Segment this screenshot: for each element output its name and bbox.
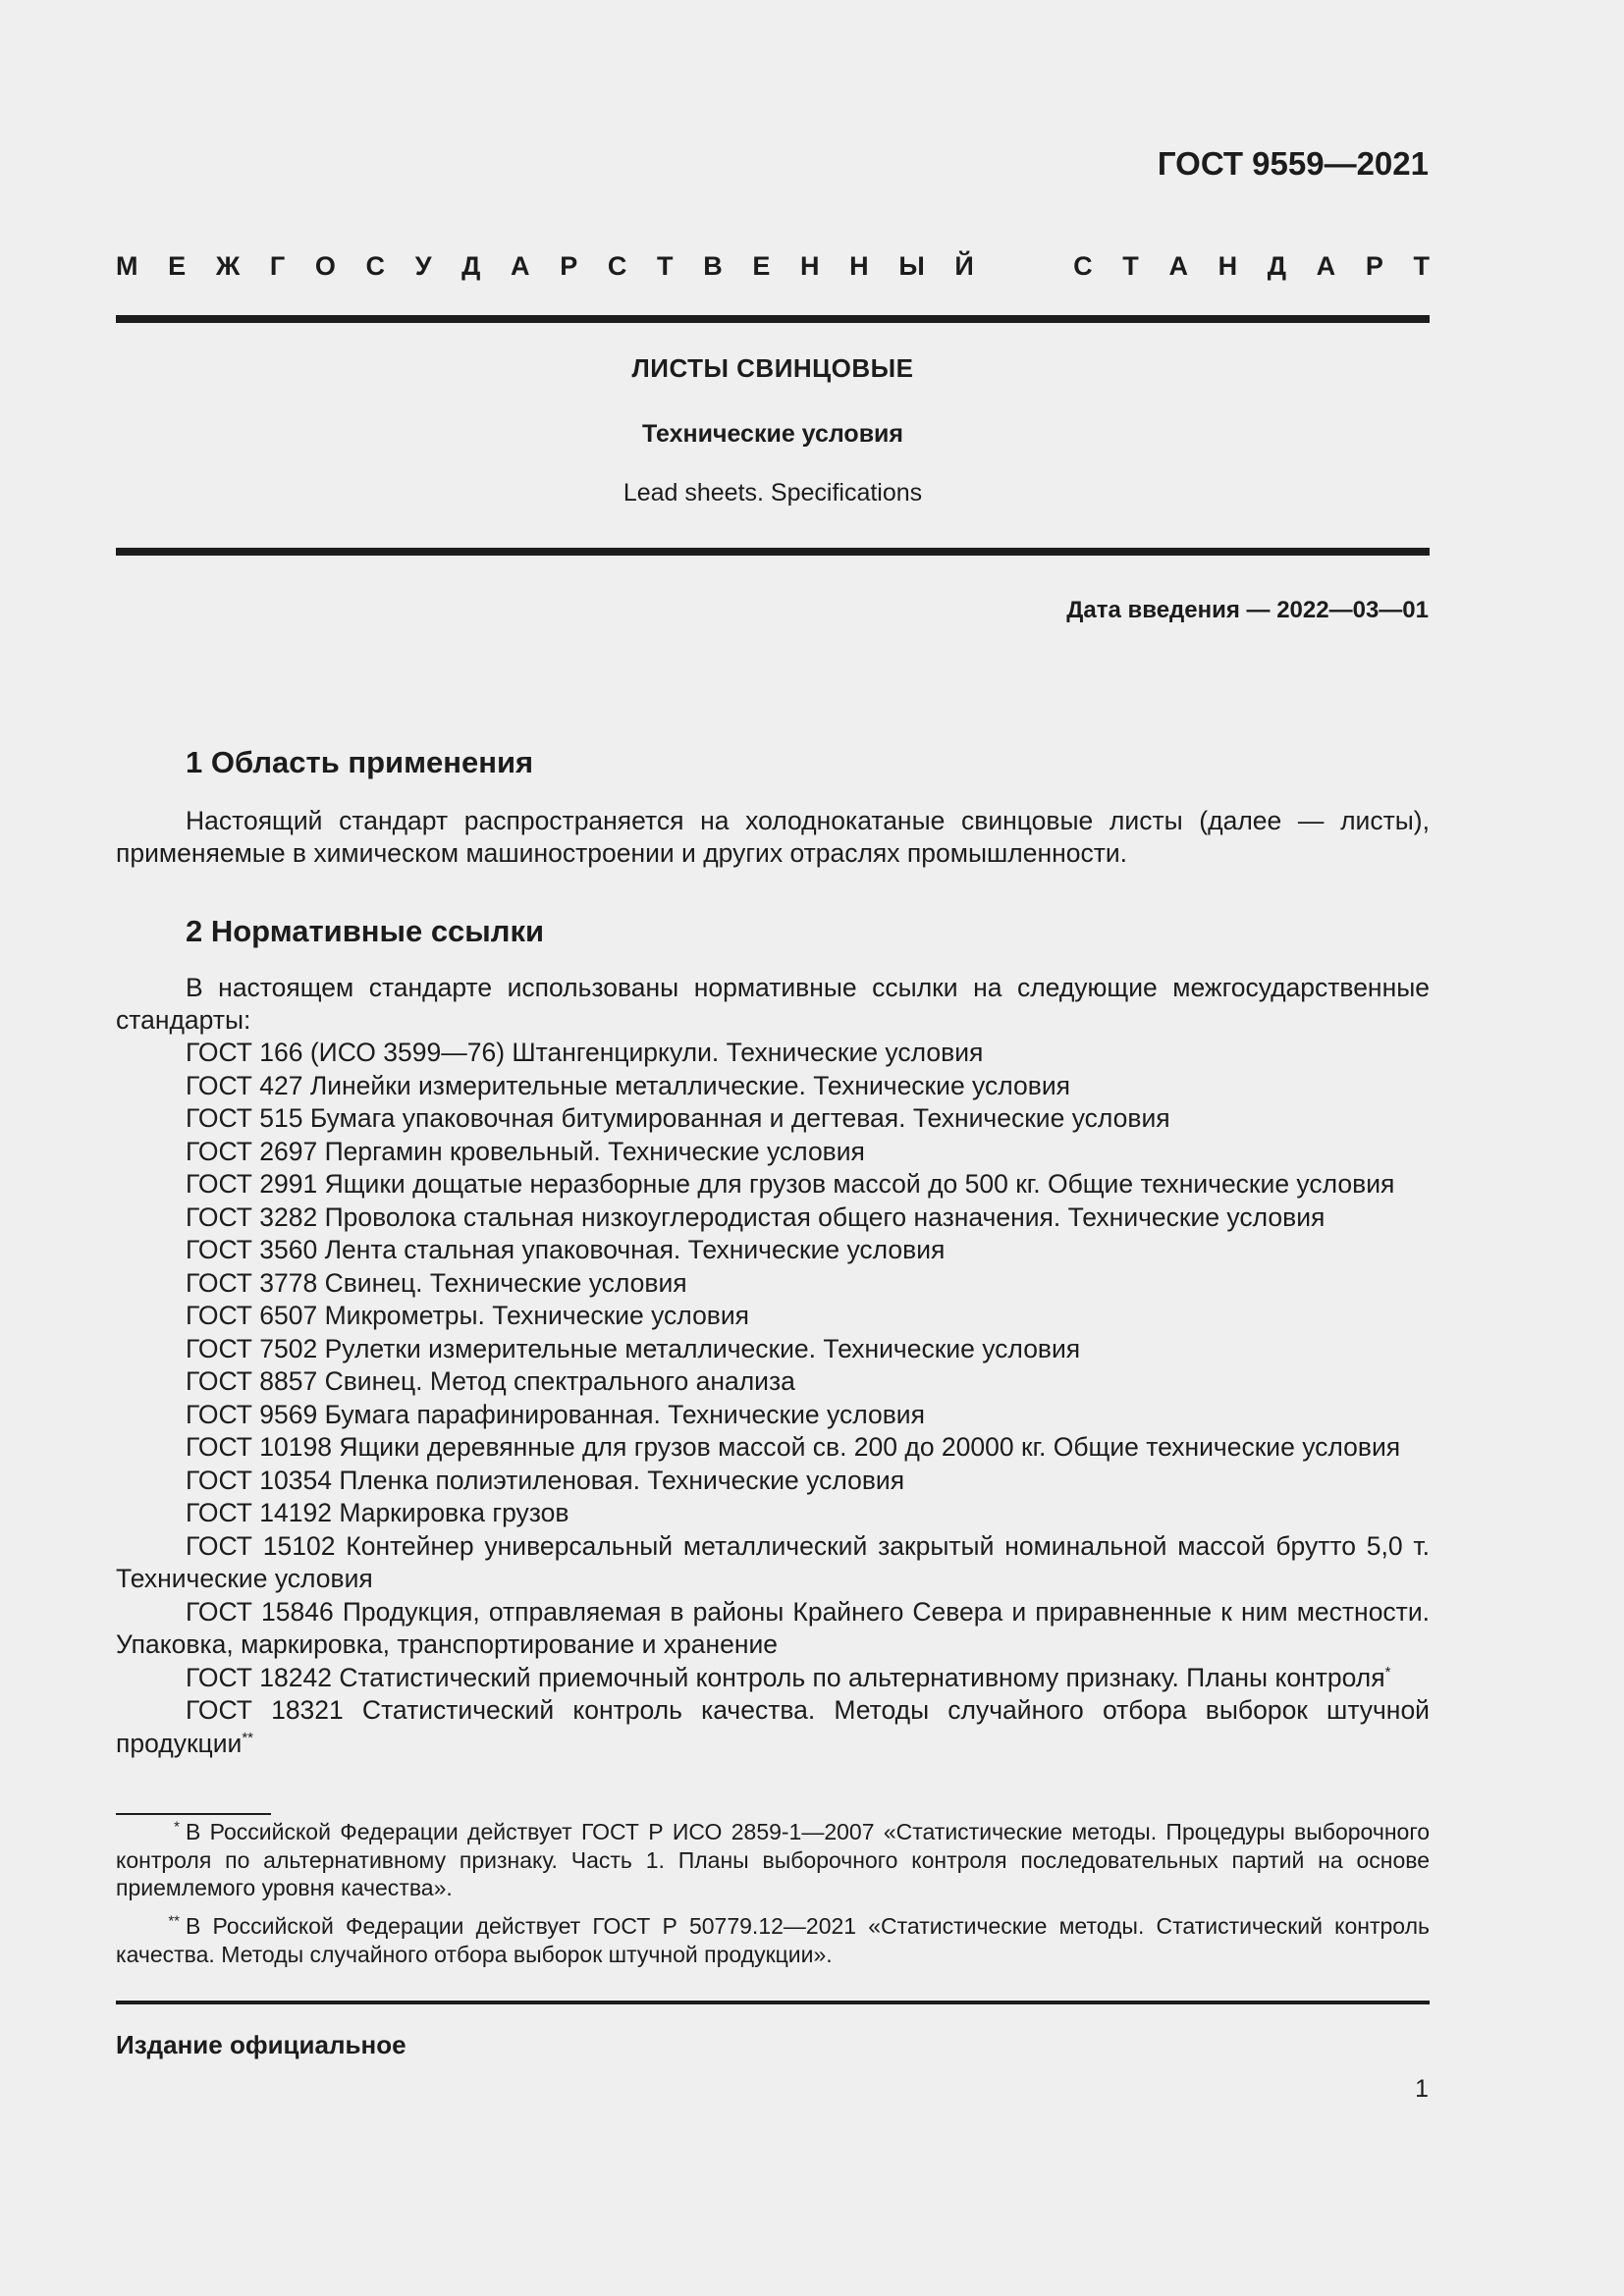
banner-letter: А — [1168, 251, 1188, 281]
reference-text: ГОСТ 3282 Проволока стальная низкоуглеродистая общего назначения. Технические условия — [186, 1201, 1326, 1232]
banner-letter: Р — [560, 251, 578, 281]
reference-text: ГОСТ 6507 Микрометры. Технические условия — [186, 1301, 750, 1330]
banner-letter: Н — [849, 251, 869, 281]
banner-letter: Й — [954, 251, 974, 281]
reference-item — [116, 1431, 1430, 1465]
reference-item — [116, 1530, 1430, 1596]
scope-text: Настоящий стандарт распространяется на холоднокатаные свинцовые листы (далее — листы), применяемые в химическом машиностроении и других отраслях промышленности. — [116, 806, 1430, 868]
footnote-separator — [116, 1813, 271, 1815]
reference-text: ГОСТ 427 Линейки измерительные металлические. Технические условия — [186, 1070, 1070, 1100]
banner-letter: Д — [1267, 251, 1287, 281]
banner-letter: А — [511, 251, 530, 281]
banner-letter: В — [703, 251, 723, 281]
reference-text: ГОСТ 2697 Пергамин кровельный. Технические условия — [186, 1136, 865, 1166]
banner-letter: Т — [657, 251, 674, 281]
banner-letter: С — [365, 251, 386, 281]
banner-letter: Ы — [898, 251, 925, 281]
reference-item — [116, 1267, 1430, 1301]
footnote-ref-mark: * — [1384, 1663, 1391, 1681]
banner-letter: О — [314, 251, 336, 281]
footnote-2 — [116, 1912, 1430, 1968]
banner-letter: Т — [1413, 251, 1430, 281]
reference-item — [116, 1102, 1430, 1136]
reference-item — [116, 1333, 1430, 1366]
reference-text: ГОСТ 15846 Продукция, отправляемая в районы Крайнего Севера и приравненные к ним местности. Упаковка, маркировка, транспортирование и хранение — [116, 1596, 1430, 1659]
banner-letter: У — [414, 251, 432, 281]
reference-text: ГОСТ 515 Бумага упаковочная битумированная и дегтевая. Технические условия — [186, 1103, 1170, 1133]
banner-letter: Д — [461, 251, 481, 281]
banner-letter: Т — [1122, 251, 1139, 281]
section-heading-scope: 1 Область применения — [186, 745, 534, 779]
reference-item — [116, 1168, 1430, 1201]
banner-letter: А — [1316, 251, 1336, 281]
reference-text: ГОСТ 3778 Свинец. Технические условия — [186, 1267, 687, 1298]
top-rule — [116, 315, 1430, 323]
reference-text: ГОСТ 14192 Маркировка грузов — [186, 1498, 569, 1527]
reference-item — [116, 1662, 1430, 1695]
document-subtitle: Технические условия — [641, 420, 904, 448]
reference-item — [116, 1365, 1430, 1399]
banner-letter: С — [1073, 251, 1093, 281]
reference-text: ГОСТ 2991 Ящики дощатые неразборные для грузов массой до 500 кг. Общие технические условия — [186, 1169, 1395, 1199]
banner-letter: Ж — [215, 251, 241, 281]
reference-text: ГОСТ 3560 Лента стальная упаковочная. Технические условия — [186, 1235, 946, 1264]
banner-letter: Г — [269, 251, 286, 281]
reference-item — [116, 1596, 1430, 1662]
reference-text: ГОСТ 9569 Бумага парафинированная. Технические условия — [186, 1399, 925, 1429]
reference-text: ГОСТ 15102 Контейнер универсальный металлический закрытый номинальной массой брутто 5,0 т. Технические условия — [116, 1530, 1430, 1593]
banner-letter: Е — [752, 251, 771, 281]
document-title: ЛИСТЫ СВИНЦОВЫЕ — [631, 353, 914, 383]
reference-text: ГОСТ 18321 Статистический контроль качества. Методы случайного отбора выборок штучной продукции — [116, 1695, 1430, 1758]
banner-letter: Е — [168, 251, 187, 281]
reference-text: ГОСТ 8857 Свинец. Метод спектрального анализа — [186, 1366, 795, 1396]
banner-letter: Н — [1218, 251, 1238, 281]
standard-number: ГОСТ 9559—2021 — [1157, 145, 1429, 182]
references-list — [116, 1037, 1430, 1760]
reference-text: ГОСТ 10354 Пленка полиэтиленовая. Технические условия — [186, 1465, 905, 1495]
footnote-2-text: В Российской Федерации действует ГОСТ Р 50779.12—2021 «Статистические методы. Статистический контроль качества. Методы случайного отбора выборок штучной продукции». — [116, 1913, 1430, 1967]
footnote-2-mark: ** — [168, 1912, 180, 1930]
footnote-1-text: В Российской Федерации действует ГОСТ Р ИСО 2859-1—2007 «Статистические методы. Процедуры выборочного контроля по альтернативному признаку. Часть 1. Планы выборочного контроля последовательных партий на основе приемлемого уровня качества». — [116, 1819, 1430, 1900]
reference-text: ГОСТ 166 (ИСО 3599—76) Штангенциркули. Технические условия — [186, 1038, 984, 1067]
banner-letter: С — [607, 251, 627, 281]
banner-letter: М — [116, 251, 138, 281]
reference-item — [116, 1399, 1430, 1432]
english-title: Lead sheets. Specifications — [623, 479, 923, 507]
reference-item — [116, 1037, 1430, 1070]
footnote-ref-mark: ** — [242, 1729, 254, 1746]
reference-item — [116, 1465, 1430, 1498]
title-bottom-rule — [116, 548, 1430, 556]
introduction-date: Дата введения — 2022—03—01 — [1066, 597, 1429, 623]
banner-letter: Р — [1365, 251, 1383, 281]
scope-paragraph — [116, 805, 1430, 870]
reference-item — [116, 1497, 1430, 1530]
reference-item — [116, 1694, 1430, 1760]
interstate-standard-banner — [116, 251, 1430, 282]
page-number: 1 — [1415, 2075, 1429, 2103]
banner-gap — [1003, 251, 1043, 282]
references-intro — [116, 972, 1430, 1037]
footnote-1 — [116, 1818, 1430, 1902]
section-heading-references: 2 Нормативные ссылки — [186, 914, 545, 948]
reference-item — [116, 1201, 1430, 1235]
edition-label: Издание официальное — [116, 2030, 406, 2059]
reference-item — [116, 1070, 1430, 1103]
footnote-1-mark: * — [174, 1818, 180, 1836]
reference-text: ГОСТ 10198 Ящики деревянные для грузов массой св. 200 до 20000 кг. Общие технические условия — [186, 1432, 1401, 1462]
banner-letter: Н — [800, 251, 820, 281]
reference-item — [116, 1234, 1430, 1267]
reference-text: ГОСТ 18242 Статистический приемочный контроль по альтернативному признаку. Планы контроля — [186, 1662, 1385, 1692]
bottom-rule — [116, 2001, 1430, 2004]
reference-item — [116, 1300, 1430, 1333]
reference-item — [116, 1136, 1430, 1169]
reference-text: ГОСТ 7502 Рулетки измерительные металлические. Технические условия — [186, 1333, 1081, 1363]
references-intro-text: В настоящем стандарте использованы нормативные ссылки на следующие межгосударственные стандарты: — [116, 973, 1430, 1035]
